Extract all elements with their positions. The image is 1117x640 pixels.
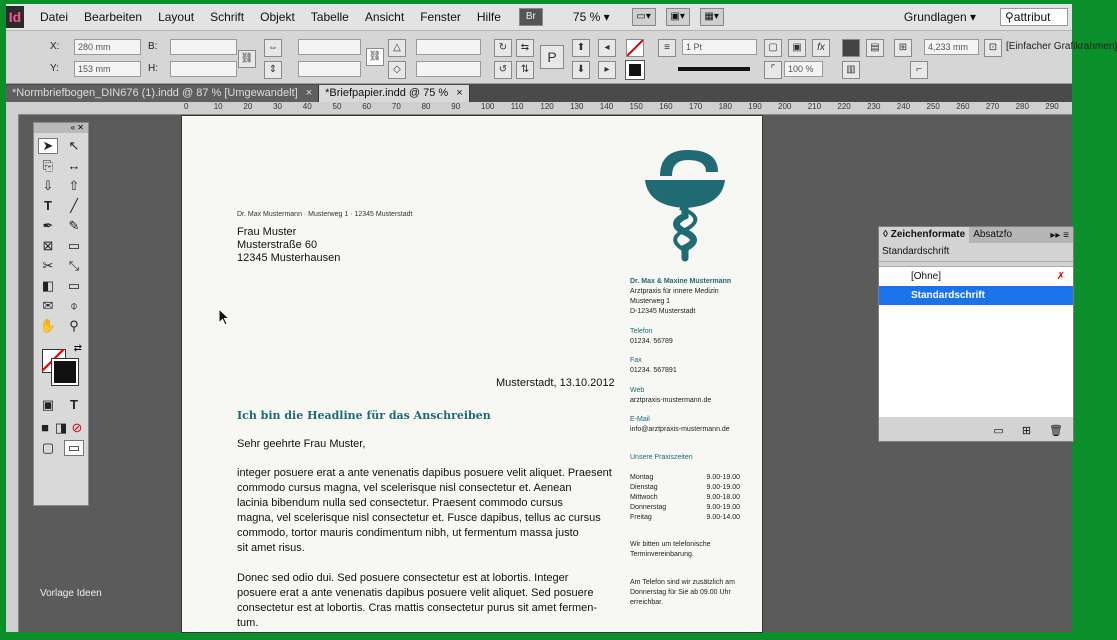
practice-line: Arztpraxis für innere Medizin: [630, 288, 719, 295]
preview-mode-icon[interactable]: ▭: [64, 440, 84, 456]
menu-fenster[interactable]: Fenster: [420, 10, 461, 24]
select-previous-icon[interactable]: ◂: [598, 39, 616, 57]
apply-color-icon[interactable]: ■: [41, 420, 49, 435]
rotate-angle-icon: △: [388, 39, 406, 57]
email-label: E-Mail: [630, 416, 650, 423]
control-panel: [6, 31, 1117, 84]
ruler-tick-label: 140: [599, 102, 614, 111]
content-placer-icon[interactable]: ⇧: [68, 178, 80, 193]
tab-absatzformate[interactable]: Absatzfo: [973, 229, 1013, 240]
rotate-ccw-icon[interactable]: ↺: [494, 61, 512, 79]
ruler-tick-label: 190: [748, 102, 762, 111]
tab-label: Zeichenformate: [890, 229, 966, 240]
height-label: H:: [148, 63, 158, 74]
search-icon: ⚲: [1005, 10, 1014, 24]
menu-hilfe[interactable]: Hilfe: [476, 10, 501, 24]
note-line: Donnerstag für Sie ab 09.00 Uhr: [630, 589, 731, 596]
ruler-tick-label: 290: [1045, 102, 1059, 111]
gradient-feather-tool-icon[interactable]: ▭: [67, 278, 81, 293]
hours-row: [630, 483, 740, 493]
opacity-field[interactable]: 100 %: [784, 61, 823, 77]
body-line: tum.: [237, 617, 259, 629]
tab-zeichenformate[interactable]: ◊ Zeichenformate: [879, 227, 969, 243]
scale-y-field[interactable]: [298, 61, 361, 77]
corner-shape-icon[interactable]: ⌐: [910, 61, 928, 79]
tools-panel: [33, 122, 89, 506]
select-next-icon[interactable]: ▸: [598, 61, 616, 79]
recipient-line: 12345 Musterhausen: [237, 252, 341, 264]
delete-icon[interactable]: 🗑: [1049, 425, 1063, 437]
tab-briefpapier[interactable]: [319, 85, 470, 102]
fax-block: [630, 356, 677, 376]
hours-time: 9.00-14.00: [706, 514, 740, 521]
formatting-text-icon[interactable]: T: [70, 397, 78, 412]
height-field[interactable]: [170, 61, 237, 77]
search-input[interactable]: [1000, 8, 1068, 26]
select-container-icon[interactable]: ⬆: [572, 39, 590, 57]
view-options-icon[interactable]: ▭▾: [632, 8, 656, 26]
letter-body-paragraph-1: [237, 466, 617, 556]
workspace-label: Grundlagen: [903, 10, 967, 24]
hours-day: Dienstag: [630, 484, 658, 491]
arrange-documents-icon[interactable]: ▦▾: [700, 8, 724, 26]
style-list: [879, 266, 1073, 417]
hours-heading: [630, 453, 693, 463]
collapse-icon[interactable]: «: [70, 123, 76, 132]
fax-label: Fax: [630, 357, 642, 364]
tab-normbriefbogen[interactable]: [6, 85, 319, 102]
shear-angle-icon: ◇: [388, 61, 406, 79]
hours-time: 9.00-19.00: [706, 474, 740, 481]
page-tool-icon[interactable]: ⎘: [42, 158, 54, 173]
ruler-tick-label: 70: [391, 102, 401, 111]
reference-point-icon[interactable]: P: [540, 45, 564, 69]
body-line: lacinia bibendum nulla sed consectetur. Praesent commodo cursus: [237, 497, 563, 509]
reference-width-field[interactable]: 4,233 mm: [924, 39, 979, 55]
effects-fx-icon[interactable]: fx: [812, 39, 830, 57]
menu-tabelle[interactable]: Tabelle: [310, 10, 349, 24]
close-icon[interactable]: ×: [305, 87, 313, 99]
letter-salutation: Sehr geehrte Frau Muster,: [237, 438, 366, 450]
fax-value: 01234. 567891: [630, 367, 677, 374]
ruler-tick-label: 130: [570, 102, 584, 111]
recipient-line: Frau Muster: [237, 226, 297, 238]
ruler-tick-label: 170: [688, 102, 703, 111]
line-tool-icon[interactable]: ╱: [70, 198, 78, 213]
ruler-tick-label: 210: [807, 102, 822, 111]
phone-hours-note: [630, 578, 735, 608]
hours-day: Donnerstag: [630, 504, 667, 511]
stroke-swatch[interactable]: [626, 61, 644, 79]
stroke-weight-value: 1 Pt: [686, 42, 703, 52]
stroke-type-select[interactable]: [678, 67, 750, 71]
phone-label: Telefon: [630, 328, 653, 335]
menu-layout[interactable]: Layout: [158, 10, 195, 24]
stroke-weight-icon: ≡: [658, 39, 676, 57]
x-field[interactable]: 280 mm: [74, 39, 141, 55]
appointment-note: [630, 540, 711, 560]
apply-color-row: [34, 418, 88, 438]
hours-time: 9.00-18.00: [706, 494, 740, 501]
practice-line: D-12345 Musterstadt: [630, 308, 696, 315]
opacity-icon[interactable]: ▣: [788, 39, 806, 57]
note-tool-icon[interactable]: ✉: [42, 298, 54, 313]
ruler-tick-label: 200: [778, 102, 792, 111]
rectangle-tool-icon[interactable]: ▭: [67, 238, 81, 253]
web-value: arztpraxis-mustermann.de: [630, 397, 712, 404]
panel-tabs: [879, 227, 1073, 243]
panel-footer: [993, 424, 1063, 437]
screen-mode-icon[interactable]: ▣▾: [666, 8, 690, 26]
workspace-switcher[interactable]: Grundlagen ▾: [903, 10, 976, 24]
ruler-tick-label: 240: [896, 102, 911, 111]
no-edit-icon: ✗: [1056, 271, 1065, 282]
recipient-line: Musterstraße 60: [237, 239, 318, 251]
fill-stroke-swatches[interactable]: [38, 343, 84, 393]
scissors-tool-icon[interactable]: ✂: [42, 258, 54, 273]
ruler-tick-label: 120: [540, 102, 554, 111]
new-style-icon[interactable]: ⊞: [1021, 425, 1032, 437]
style-item-standardschrift[interactable]: [879, 286, 1073, 305]
note-line: Am Telefon sind wir zusätzlich am: [630, 579, 735, 586]
apply-gradient-icon[interactable]: ◨: [54, 420, 68, 435]
phone-block: [630, 327, 673, 347]
eyedropper-tool-icon[interactable]: ⌽: [70, 298, 78, 313]
drop-shadow-icon[interactable]: ▢: [764, 39, 782, 57]
width-label: B:: [148, 41, 158, 52]
menu-bearbeiten[interactable]: Bearbeiten: [84, 10, 143, 24]
hours-row: [630, 503, 740, 513]
hours-row: [630, 513, 740, 523]
close-icon[interactable]: ×: [456, 87, 463, 99]
gap-tool-icon[interactable]: ↔: [67, 158, 81, 173]
horizontal-ruler[interactable]: [6, 102, 1072, 115]
note-line: erreichbar.: [630, 599, 664, 606]
ruler-tick-label: 90: [451, 102, 461, 111]
ruler-tick-label: 180: [718, 102, 732, 111]
current-style-label: Standardschrift: [879, 243, 1073, 262]
ruler-tick-label: 160: [659, 102, 673, 111]
menu-bar: [6, 4, 1072, 31]
practice-name: Dr. Max & Maxine Mustermann: [630, 278, 732, 285]
ruler-tick-label: 80: [421, 102, 431, 111]
width-field[interactable]: [170, 39, 237, 55]
sender-line: Dr. Max Mustermann · Musterweg 1 · 12345 Musterstadt: [237, 211, 413, 218]
ruler-tick-label: 220: [837, 102, 851, 111]
indesign-app-icon: Id: [6, 6, 24, 28]
fill-none-swatch[interactable]: [626, 39, 644, 57]
ruler-tick-label: 230: [867, 102, 881, 111]
aesculap-logo: [640, 142, 730, 262]
ruler-tick-label: 10: [213, 102, 223, 111]
hours-label: Unsere Praxiszeiten: [630, 454, 693, 461]
panel-menu-icon[interactable]: ▸▸ ≡: [1050, 229, 1069, 241]
hand-tool-icon[interactable]: ✋: [39, 318, 57, 333]
ruler-tick-label: 50: [332, 102, 342, 111]
style-item-label: Standardschrift: [911, 290, 985, 301]
ruler-tick-label: 250: [926, 102, 940, 111]
constrain-proportions-icon[interactable]: ⛓: [238, 50, 256, 68]
object-style-select[interactable]: [Einfacher Grafikrahmen]: [1006, 41, 1117, 52]
hours-day: Mittwoch: [630, 494, 658, 501]
pencil-tool-icon[interactable]: ✎: [68, 218, 80, 233]
menu-objekt[interactable]: Objekt: [260, 10, 295, 24]
text-wrap-none-icon[interactable]: [842, 39, 860, 57]
ruler-tick-label: 60: [362, 102, 372, 111]
constrain-scale-icon[interactable]: ⛓: [366, 48, 384, 66]
note-line: Terminvereinbarung.: [630, 551, 694, 558]
menu-ansicht[interactable]: Ansicht: [364, 10, 405, 24]
corner-options-icon[interactable]: ⌜: [764, 61, 782, 79]
ruler-tick-label: 20: [243, 102, 253, 111]
hours-row: [630, 493, 740, 503]
ruler-tick-label: 30: [273, 102, 282, 111]
swap-icon[interactable]: ⇄: [73, 343, 82, 354]
practice-line: Musterweg 1: [630, 298, 671, 305]
hours-time: 9.00-19.00: [706, 484, 740, 491]
indesign-window: [6, 4, 1117, 632]
shear-angle-field[interactable]: [416, 61, 481, 77]
practice-info: [630, 277, 731, 317]
new-group-icon[interactable]: ▭: [993, 425, 1004, 437]
ruler-tick-label: 0: [184, 102, 189, 111]
document-tabs: [6, 84, 1072, 102]
menu-schrift[interactable]: Schrift: [210, 10, 245, 24]
zoom-value: 75 %: [572, 10, 601, 24]
note-line: Wir bitten um telefonische: [630, 541, 711, 548]
email-block: [630, 415, 730, 435]
formatting-container-icon[interactable]: ▣: [41, 397, 55, 412]
free-transform-tool-icon[interactable]: ⤡: [68, 258, 80, 273]
select-content-icon[interactable]: ⬇: [572, 61, 590, 79]
letter-body-paragraph-2: [237, 571, 617, 631]
ruler-tick-label: 150: [629, 102, 643, 111]
opening-hours: [630, 473, 740, 523]
email-value: info@arztpraxis-mustermann.de: [630, 426, 730, 433]
ruler-tick-label: 270: [985, 102, 1000, 111]
stroke-swatch-tool[interactable]: [52, 359, 78, 385]
ruler-tick-label: 110: [510, 102, 524, 111]
zoom-tool-icon[interactable]: ⚲: [69, 318, 79, 333]
body-line: consectetur est at lobortis. Cras mattis consectetur purus sit amet fermen-: [237, 602, 598, 614]
phone-value: 01234. 56789: [630, 338, 673, 345]
text-wrap-bbox-icon[interactable]: ▤: [866, 39, 884, 57]
body-line: Donec sed odio dui. Sed posuere consectetur est at lobortis. Integer: [237, 572, 569, 584]
recipient-address: [237, 226, 340, 265]
scale-y-icon: ⇕: [264, 61, 282, 79]
hours-day: Montag: [630, 474, 654, 481]
web-block: [630, 386, 711, 406]
tab-label: *Briefpapier.indd @ 75 %: [325, 87, 449, 99]
vertical-ruler[interactable]: [6, 114, 19, 632]
apply-none-icon[interactable]: ⊘: [71, 420, 83, 435]
bridge-button[interactable]: Br: [519, 8, 543, 26]
scale-x-field[interactable]: [298, 39, 361, 55]
content-collector-icon[interactable]: ⇩: [42, 178, 54, 193]
menu-datei[interactable]: Datei: [40, 10, 69, 24]
ruler-tick-label: 100: [481, 102, 495, 111]
type-tool-icon[interactable]: T: [44, 198, 52, 213]
reference-width-icon: ⊞: [894, 39, 912, 57]
body-line: commodo, tortor mauris condimentum nibh, ut fermentum massa justo: [237, 527, 579, 539]
body-line: posuere erat a ante venenatis dapibus posuere velit aliquet. Sed posuere: [237, 587, 594, 599]
body-line: commodo cursus magna, vel scelerisque nisl consectetur et. Aenean: [237, 482, 572, 494]
flip-vertical-icon[interactable]: ⇅: [516, 61, 534, 79]
search-value: attribut: [1013, 10, 1051, 24]
letter-headline: Ich bin die Headline für das Anschreiben: [237, 409, 491, 422]
body-line: magna, vel scelerisque nisl consectetur et. Fusce dapibus, tellus ac cursus: [237, 512, 601, 524]
character-styles-panel: [878, 226, 1074, 442]
close-icon[interactable]: ✕: [77, 123, 84, 132]
style-item-ohne[interactable]: [879, 267, 1073, 286]
selection-tool-icon[interactable]: ➤: [38, 138, 58, 154]
web-label: Web: [630, 387, 645, 394]
mouse-cursor-icon: [218, 308, 230, 326]
body-line: integer posuere erat a ante venenatis dapibus posuere velit aliquet. Praesent: [237, 467, 612, 479]
y-field[interactable]: 153 mm: [74, 61, 141, 77]
ruler-tick-label: 280: [1015, 102, 1029, 111]
letter-date: Musterstadt, 13.10.2012: [496, 377, 615, 389]
hours-time: 9.00-19.00: [706, 504, 740, 511]
zoom-select[interactable]: 75 % ▾: [572, 10, 610, 24]
flip-horizontal-icon[interactable]: ⇆: [516, 39, 534, 57]
document-page[interactable]: [182, 116, 762, 632]
fit-content-icon[interactable]: ▥: [842, 61, 860, 79]
rotate-angle-field[interactable]: [416, 39, 481, 55]
ruler-tick-label: 260: [956, 102, 970, 111]
direct-selection-tool-icon[interactable]: ↖: [68, 138, 80, 153]
tab-label: *Normbriefbogen_DIN676 (1).indd @ 87 % [Umgewandelt]: [12, 87, 298, 99]
style-item-label: [Ohne]: [911, 271, 942, 282]
y-label: Y:: [50, 63, 59, 74]
scale-x-icon: ⇔: [264, 39, 282, 57]
x-label: X:: [50, 41, 60, 52]
hours-day: Freitag: [630, 514, 652, 521]
ruler-tick-label: 40: [302, 102, 312, 111]
rotate-cw-icon[interactable]: ↻: [494, 39, 512, 57]
watermark: Vorlage Ideen: [40, 588, 102, 599]
gradient-swatch-tool-icon[interactable]: ◧: [41, 278, 55, 293]
normal-view-icon[interactable]: ▢: [41, 440, 55, 455]
tools-panel-header[interactable]: [34, 123, 88, 133]
stroke-weight-field[interactable]: [682, 39, 757, 55]
pen-tool-icon[interactable]: ✒: [42, 218, 54, 233]
body-line: sit amet risus.: [237, 542, 305, 554]
object-style-icon: ⊡: [984, 39, 1002, 57]
rectangle-frame-tool-icon[interactable]: ⊠: [42, 238, 54, 253]
hours-row: [630, 473, 740, 483]
